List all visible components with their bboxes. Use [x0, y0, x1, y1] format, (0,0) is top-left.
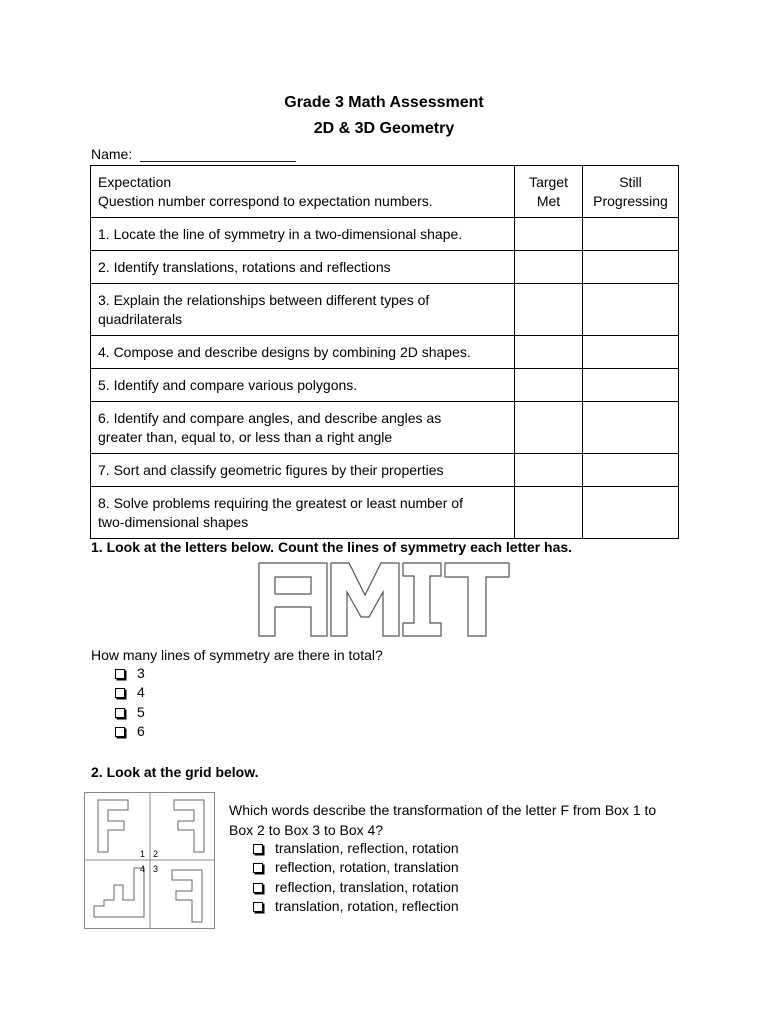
option-label: 3	[137, 665, 145, 681]
letter-m-outline	[331, 563, 399, 636]
checkbox-icon[interactable]	[253, 883, 263, 893]
expectations-table	[90, 165, 679, 539]
target-met-header-line: Target	[529, 173, 568, 190]
document-title: Grade 3 Math Assessment	[284, 94, 484, 111]
table-row	[91, 369, 679, 402]
name-field[interactable]	[91, 145, 296, 163]
target-met-cell[interactable]	[515, 369, 583, 402]
table-row	[91, 218, 679, 251]
answer-option[interactable]	[251, 897, 459, 916]
letter-f-box-2	[174, 800, 204, 852]
option-label: 4	[137, 684, 145, 701]
box-label-4: 4	[140, 864, 146, 874]
target-met-cell[interactable]	[515, 218, 583, 251]
target-met-header-line: Met	[536, 192, 561, 209]
still-progressing-cell[interactable]	[583, 402, 679, 454]
question-2-heading: 2. Look at the grid below.	[91, 764, 259, 780]
target-met-cell[interactable]	[515, 284, 583, 336]
name-label: Name:	[91, 146, 133, 162]
answer-option[interactable]	[113, 703, 145, 722]
expectation-header-title: Expectation	[98, 173, 172, 190]
option-label: 6	[137, 723, 145, 740]
target-met-cell[interactable]	[515, 336, 583, 369]
document-subtitle: 2D & 3D Geometry	[313, 120, 455, 137]
option-label: 5	[137, 703, 145, 720]
f-transformation-grid	[84, 792, 216, 930]
question-1-prompt: How many lines of symmetry are there in total?	[91, 647, 383, 663]
table-row	[91, 487, 679, 539]
expectation-text: 2. Identify translations, rotations and reflections	[98, 258, 391, 275]
amit-outline-letters	[258, 562, 510, 638]
expectation-cell	[91, 487, 515, 539]
expectation-cell	[91, 454, 515, 487]
target-met-header	[515, 166, 583, 218]
expectation-text: two-dimensional shapes	[98, 513, 249, 530]
box-label-3: 3	[153, 864, 159, 874]
checkbox-icon[interactable]	[115, 727, 125, 737]
still-progressing-cell[interactable]	[583, 284, 679, 336]
checkbox-icon[interactable]	[115, 669, 125, 679]
expectation-text: quadrilaterals	[98, 310, 183, 327]
target-met-cell[interactable]	[515, 487, 583, 539]
still-progressing-cell[interactable]	[583, 369, 679, 402]
still-progressing-header-line: Still	[619, 173, 642, 190]
option-label: translation, reflection, rotation	[275, 840, 459, 856]
checkbox-icon[interactable]	[253, 902, 263, 912]
still-progressing-cell[interactable]	[583, 218, 679, 251]
expectation-cell	[91, 336, 515, 369]
still-progressing-cell[interactable]	[583, 251, 679, 284]
target-met-cell[interactable]	[515, 454, 583, 487]
name-blank-line[interactable]: ____________________	[140, 146, 296, 162]
table-row	[91, 336, 679, 369]
expectation-cell	[91, 218, 515, 251]
still-progressing-header	[583, 166, 679, 218]
target-met-cell[interactable]	[515, 402, 583, 454]
table-header-row	[91, 166, 679, 218]
still-progressing-header-line: Progressing	[593, 192, 668, 209]
option-label: reflection, rotation, translation	[275, 859, 459, 876]
option-label: reflection, translation, rotation	[275, 878, 459, 895]
expectation-cell	[91, 284, 515, 336]
answer-option[interactable]	[113, 683, 145, 702]
table-row	[91, 284, 679, 336]
still-progressing-cell[interactable]	[583, 487, 679, 539]
answer-option[interactable]	[251, 839, 459, 858]
answer-option[interactable]	[113, 664, 145, 683]
option-label: translation, rotation, reflection	[275, 898, 459, 915]
expectation-text: 4. Compose and describe designs by combining 2D shapes.	[98, 343, 471, 360]
question-1-options	[113, 664, 145, 742]
checkbox-icon[interactable]	[253, 863, 263, 873]
letter-i-outline	[403, 563, 441, 636]
expectation-text: 3. Explain the relationships between different types of	[98, 291, 430, 308]
still-progressing-cell[interactable]	[583, 336, 679, 369]
expectation-text: 1. Locate the line of symmetry in a two-dimensional shape.	[98, 225, 463, 242]
expectation-text: 8. Solve problems requiring the greatest or least number of	[98, 494, 463, 511]
table-row	[91, 454, 679, 487]
letter-a-counter	[275, 577, 311, 594]
question-2-prompt-line-2: Box 2 to Box 3 to Box 4?	[229, 822, 384, 838]
answer-option[interactable]	[251, 878, 459, 897]
expectation-header	[91, 166, 515, 218]
checkbox-icon[interactable]	[253, 844, 263, 854]
question-1-heading: 1. Look at the letters below. Count the lines of symmetry each letter has.	[91, 539, 573, 555]
box-label-1: 1	[140, 849, 146, 859]
box-label-2: 2	[153, 849, 159, 859]
letter-f-box-4	[94, 868, 144, 917]
expectation-cell	[91, 251, 515, 284]
letter-t-outline	[445, 563, 509, 636]
answer-option[interactable]	[113, 722, 145, 741]
letter-f-box-1	[98, 800, 128, 852]
expectation-cell	[91, 369, 515, 402]
target-met-cell[interactable]	[515, 251, 583, 284]
answer-option[interactable]	[251, 858, 459, 877]
table-row	[91, 251, 679, 284]
letter-a-outline	[259, 563, 327, 636]
expectation-header-note: Question number correspond to expectation numbers.	[98, 192, 433, 209]
table-row	[91, 402, 679, 454]
expectation-text: 7. Sort and classify geometric figures by their properties	[98, 461, 444, 478]
expectation-text: 6. Identify and compare angles, and describe angles as	[98, 409, 442, 426]
letter-f-box-3	[172, 870, 202, 922]
checkbox-icon[interactable]	[115, 688, 125, 698]
question-2-prompt-line-1: Which words describe the transformation of the letter F from Box 1 to	[229, 802, 657, 818]
expectation-cell	[91, 402, 515, 454]
checkbox-icon[interactable]	[115, 708, 125, 718]
still-progressing-cell[interactable]	[583, 454, 679, 487]
expectation-text: 5. Identify and compare various polygons.	[98, 376, 358, 393]
expectation-text: greater than, equal to, or less than a right angle	[98, 428, 393, 445]
question-2-options	[251, 839, 459, 917]
